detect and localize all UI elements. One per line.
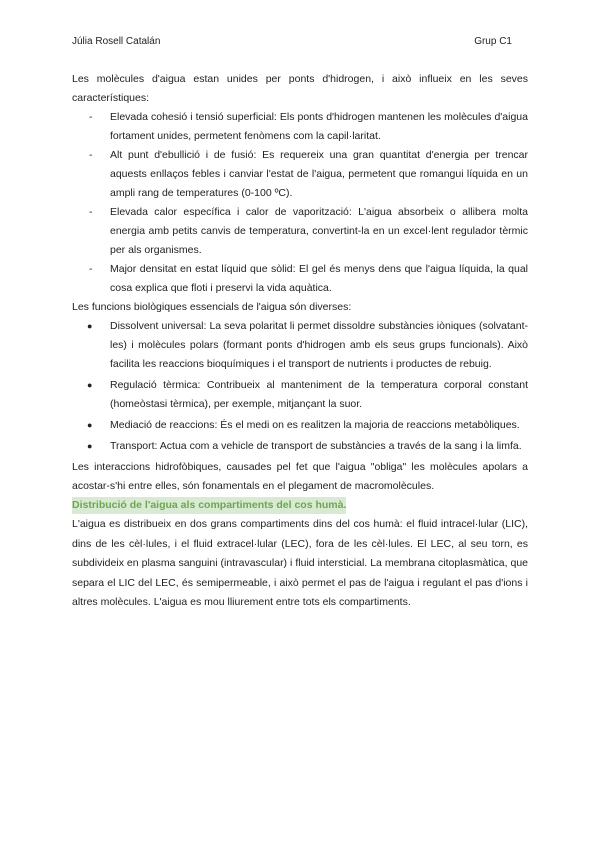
list-item: ● Transport: Actua com a vehicle de transport de substàncies a través de la sang i la limfa. <box>72 437 528 456</box>
section-heading: Distribució de l'aigua als compartiments del cos humà. <box>72 497 346 514</box>
list-item: ● Regulació tèrmica: Contribueix al manteniment de la temperatura corporal constant (homeòstasi tèrmica), per exemple, mitjançant la suor. <box>72 376 528 414</box>
list-item: ● Dissolvent universal: La seva polaritat li permet dissoldre substàncies iòniques (solvatant-les) i molècules polars (formant ponts d'hidrogen amb els seus grups funcionals). Això facilita les reaccions bioquímiques i el transport de nutrients i productes de rebuig. <box>72 317 528 374</box>
hydrophobic-paragraph: Les interaccions hidrofòbiques, causades pel fet que l'aigua "obliga" les molècules apolars a acostar-s'hi entre elles, són fonamentals en el plegament de macromolècules. <box>72 461 528 492</box>
functions-list <box>72 317 528 456</box>
functions-intro: Les funcions biològiques essencials de l'aigua són diverses: <box>72 301 352 313</box>
list-item: - Elevada calor específica i calor de vaporització: L'aigua absorbeix o allibera molta energia amb petits canvis de temperatura, convertint-la en un excel·lent regulador tèrmic per als organismes. <box>72 203 528 260</box>
properties-list <box>72 108 528 298</box>
document-body <box>72 70 528 613</box>
section-paragraph: L'aigua es distribueix en dos grans compartiments dins del cos humà: el fluid intracel·lular (LIC), dins de les cèl·lules, i el fluid extracel·lular (LEC), fora de les cèl·lules. El LEC, al seu torn, es subdivideix en plasma sanguini (intravascular) i fluid intersticial. La membrana citoplasmàtica, que separa el LIC del LEC, és semipermeable, i això permet el pas de l'aigua i regulant el pas d'ions i altres molècules. L'aigua es mou lliurement entre tots els compartiments. <box>72 518 528 608</box>
list-item: - Elevada cohesió i tensió superficial: Els ponts d'hidrogen mantenen les molècules d'aigua fortament unides, permetent fenòmens com la capil·laritat. <box>72 108 528 146</box>
list-item: - Major densitat en estat líquid que sòlid: El gel és menys dens que l'aigua líquida, la qual cosa explica que floti i preservi la vida aquàtica. <box>72 260 528 298</box>
author-name: Júlia Rosell Catalán <box>72 36 161 47</box>
distribution-section <box>72 496 528 613</box>
list-item: ● Mediació de reaccions: És el medi on es realitzen la majoria de reaccions metabòliques. <box>72 416 528 435</box>
intro-paragraph: Les molècules d'aigua estan unides per ponts d'hidrogen, i això influeix en les seves característiques: <box>72 73 528 104</box>
group-label: Grup C1 <box>474 36 512 47</box>
list-item: - Alt punt d'ebullició i de fusió: Es requereix una gran quantitat d'energia per trencar aquests enllaços febles i canviar l'estat de l'aigua, permetent que romangui líquida en un ampli rang de temperatures (0-100 ºC). <box>72 146 528 203</box>
